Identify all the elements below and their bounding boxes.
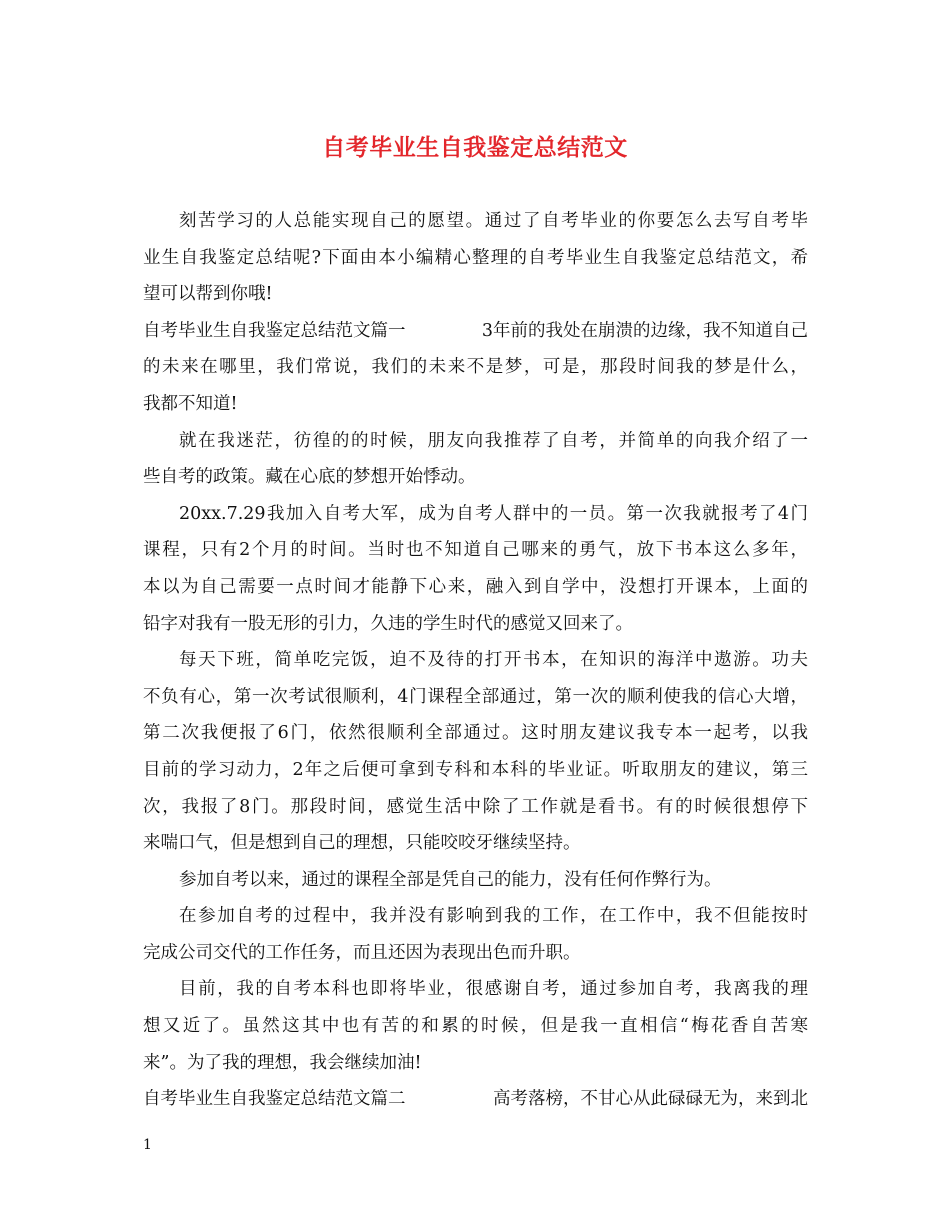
section-heading-2: 自考毕业生自我鉴定总结范文篇二 [143, 1089, 406, 1110]
section-heading-row [143, 313, 808, 350]
paragraph-line: 目前的学习动力，2年之后便可拿到专科和本科的毕业证。听取朋友的建议，第三 [143, 759, 808, 780]
paragraph-line: 想又近了。虽然这其中也有苦的和累的时候，但是我一直相信“梅花香自苦寒 [143, 1016, 808, 1037]
paragraph-line: 课程，只有2个月的时间。当时也不知道自己哪来的勇气，放下书本这么多年， [143, 540, 808, 561]
paragraph-line: 就在我迷茫，彷徨的的时候，朋友向我推荐了自考，并简单的向我介绍了一 [179, 430, 808, 451]
paragraph-line: 20xx.7.29我加入自考大军，成为自考人群中的一员。第一次我就报考了4门 [179, 503, 808, 524]
document-body [143, 203, 808, 1118]
section-heading-1: 自考毕业生自我鉴定总结范文篇一 [143, 320, 406, 341]
page-number: 1 [143, 1137, 152, 1153]
paragraph-line: 不负有心，第一次考试很顺利，4门课程全部通过，第一次的顺利使我的信心大增， [143, 686, 808, 707]
document-title: 自考毕业生自我鉴定总结范文 [322, 134, 628, 161]
paragraph-line: 铅字对我有一股无形的引力，久违的学生时代的感觉又回来了。 [143, 613, 633, 634]
paragraph-line: 在参加自考的过程中，我并没有影响到我的工作，在工作中，我不但能按时 [179, 906, 808, 927]
paragraph-line: 每天下班，简单吃完饭，迫不及待的打开书本，在知识的海洋中遨游。功夫 [179, 650, 808, 671]
paragraph-line: 的未来在哪里，我们常说，我们的未来不是梦，可是，那段时间我的梦是什么， [143, 357, 808, 378]
paragraph-line: 本以为自己需要一点时间才能静下心来，融入到自学中，没想打开课本，上面的 [143, 576, 808, 597]
paragraph-line: 刻苦学习的人总能实现自己的愿望。通过了自考毕业的你要怎么去写自考毕 [179, 211, 808, 231]
paragraph-line: 完成公司交代的工作任务，而且还因为表现出色而升职。 [143, 942, 581, 963]
paragraph-line: 来”。为了我的理想，我会继续加油! [143, 1052, 422, 1073]
paragraph-line: 望可以帮到你哦! [143, 284, 273, 305]
paragraph-line: 第二次我便报了6门，依然很顺利全部通过。这时朋友建议我专本一起考，以我 [143, 723, 808, 744]
paragraph-line: 些自考的政策。藏在心底的梦想开始悸动。 [143, 467, 476, 488]
paragraph-line: 我都不知道! [143, 393, 238, 414]
paragraph-line: 高考落榜，不甘心从此碌碌无为，来到北 [493, 1089, 808, 1110]
paragraph-line: 3年前的我处在崩溃的边缘，我不知道自己 [481, 320, 808, 341]
paragraph-line: 次，我报了8门。那段时间，感觉生活中除了工作就是看书。有的时候很想停下 [143, 796, 808, 817]
section-heading-row [143, 1081, 808, 1118]
paragraph-line: 业生自我鉴定总结呢?下面由本小编精心整理的自考毕业生自我鉴定总结范文，希 [143, 247, 808, 268]
paragraph-line: 来喘口气，但是想到自己的理想，只能咬咬牙继续坚持。 [143, 833, 581, 854]
paragraph-line: 参加自考以来，通过的课程全部是凭自己的能力，没有任何作弊行为。 [179, 869, 722, 890]
paragraph-line: 目前，我的自考本科也即将毕业，很感谢自考，通过参加自考，我离我的理 [179, 979, 808, 1000]
